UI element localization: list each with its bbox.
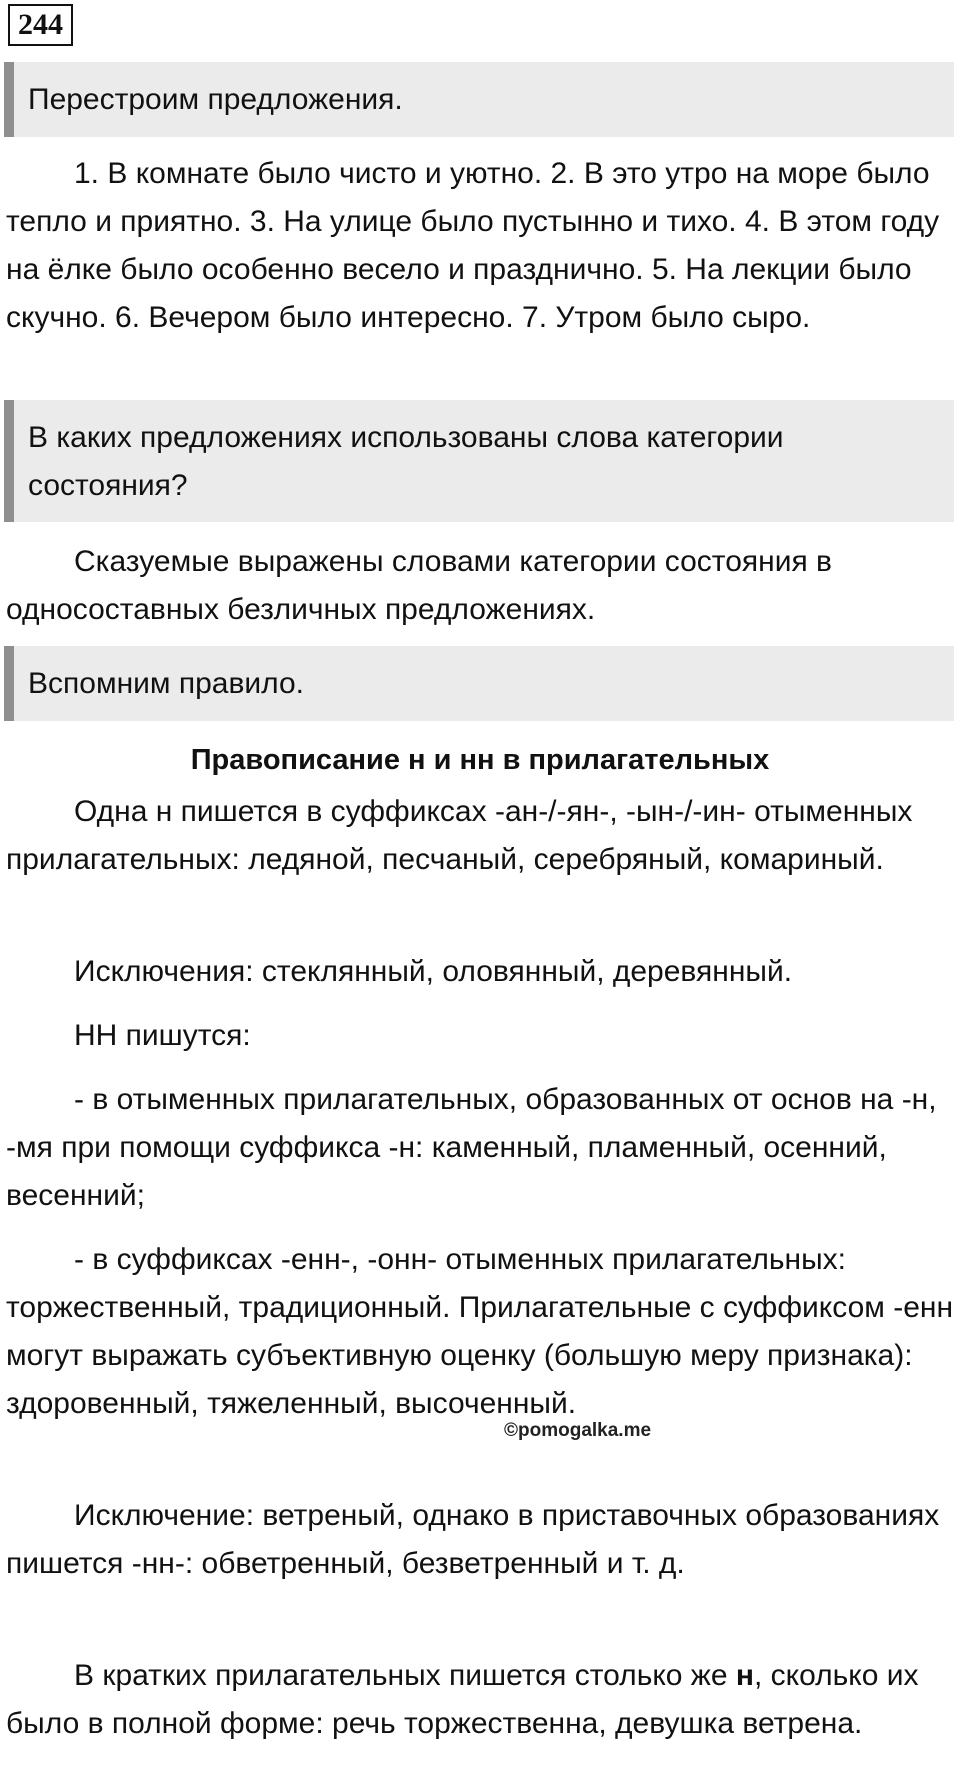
answer-question <box>6 538 956 634</box>
rule-paragraph-1 <box>6 788 956 884</box>
rule-paragraph-2-text: Исключения: стеклянный, оловянный, деревянный. <box>74 955 793 988</box>
exercise-number: 244 <box>8 4 73 46</box>
watermark: ©pomogalka.me <box>504 1420 652 1441</box>
prompt-rebuild <box>4 62 954 137</box>
rule-paragraph-5-text: - в суффиксах -енн-, -онн- отыменных прилагательных: торжественный, традиционный. Прилагательные с суффиксом -енн могут выражать субъективную оценку (большую меру признака): здоровенный, тяжеленный, высоченный. <box>6 1243 954 1420</box>
answer-sentences <box>6 150 956 342</box>
rule-paragraph-7-bold-letter: н <box>735 1659 755 1692</box>
prompt-rebuild-text: Перестроим предложения. <box>28 83 403 116</box>
rule-paragraph-7-before: В кратких прилагательных пишется столько же <box>74 1659 736 1692</box>
rule-paragraph-4 <box>6 1076 956 1220</box>
rule-paragraph-3 <box>6 1012 956 1060</box>
rule-paragraph-6-text: Исключение: ветреный, однако в приставочных образованиях пишется -нн-: обветренный, безветренный и т. д. <box>6 1499 940 1580</box>
rule-paragraph-5 <box>6 1236 956 1428</box>
rule-paragraph-4-text: - в отыменных прилагательных, образованных от основ на -н, -мя при помощи суффикса -н: каменный, пламенный, осенний, весенний; <box>6 1083 937 1212</box>
rule-paragraph-1-text: Одна н пишется в суффиксах -ан-/-ян-, -ын-/-ин- отыменных прилагательных: ледяной, песчаный, серебряный, комариный. <box>6 795 913 876</box>
rule-paragraph-6 <box>6 1492 956 1588</box>
rule-paragraph-7 <box>6 1652 956 1748</box>
answer-question-text: Сказуемые выражены словами категории состояния в односоставных безличных предложениях. <box>6 545 832 626</box>
prompt-recall-text: Вспомним правило. <box>28 667 305 700</box>
rule-title: Правописание н и нн в прилагательных <box>190 744 770 776</box>
prompt-question-text: В каких предложениях использованы слова категории состояния? <box>28 421 784 502</box>
rule-paragraph-2 <box>6 948 956 996</box>
prompt-question <box>4 400 954 522</box>
prompt-recall <box>4 646 954 721</box>
rule-paragraph-7-after: , сколько их было в полной форме: речь торжественна, девушка ветрена. <box>6 1659 919 1740</box>
rule-paragraph-3-text: НН пишутся: <box>74 1019 251 1052</box>
answer-sentences-text: 1. В комнате было чисто и уютно. 2. В это утро на море было тепло и приятно. 3. На улице было пустынно и тихо. 4. В этом году на ёлке было особенно весело и празднично. 5. На лекции было скучно. 6. Вечером было интересно. 7. Утром было сыро. <box>6 157 940 334</box>
